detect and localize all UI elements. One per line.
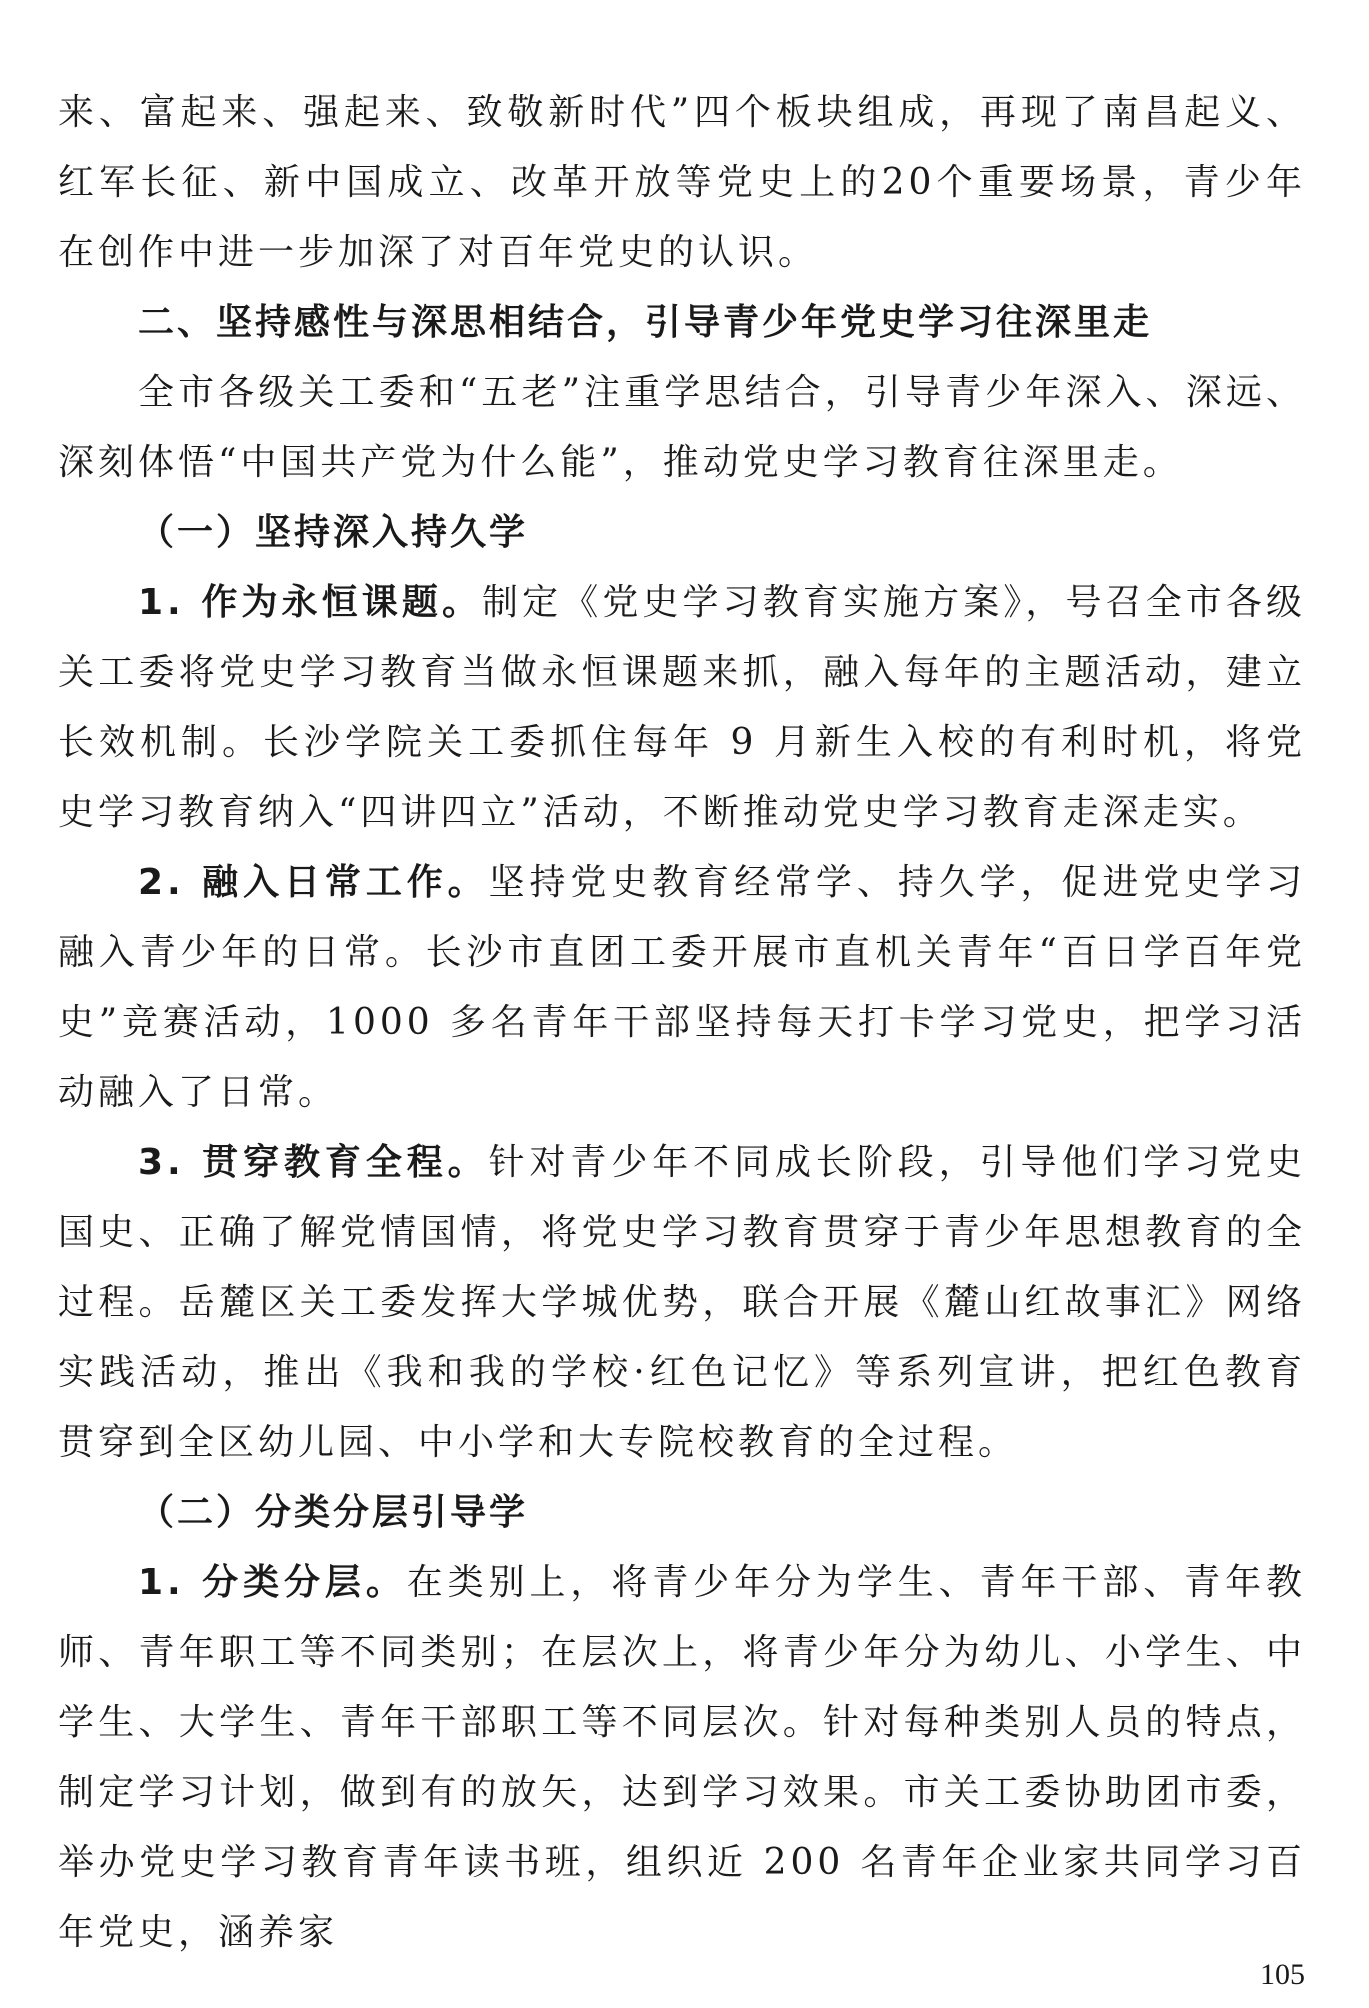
item-paragraph-3 xyxy=(58,1128,1306,1478)
item-body-2: 坚持党史教育经常学、持久学，促进党史学习融入青少年的日常。长沙市直团工委开展市直机关青年“百日学百年党史”竞赛活动，1000 多名青年干部坚持每天打卡学习党史，把学习活动融入了日常。 xyxy=(58,862,1306,1113)
item-body-1: 制定《党史学习教育实施方案》，号召全市各级关工委将党史学习教育当做永恒课题来抓，融入每年的主题活动，建立长效机制。长沙学院关工委抓住每年 9 月新生入校的有利时机，将党史学习教育纳入“四讲四立”活动，不断推动党史学习教育走深走实。 xyxy=(58,582,1306,833)
section-heading-2: 二、坚持感性与深思相结合，引导青少年党史学习往深里走 xyxy=(138,302,1153,343)
item-lead-2: 2. 融入日常工作。 xyxy=(138,862,489,903)
item-lead-4: 1. 分类分层。 xyxy=(138,1562,407,1603)
item-body-4: 在类别上，将青少年分为学生、青年干部、青年教师、青年职工等不同类别；在层次上，将青少年分为幼儿、小学生、中学生、大学生、青年干部职工等不同层次。针对每种类别人员的特点，制定学习计划，做到有的放矢，达到学习效果。市关工委协助团市委，举办党史学习教育青年读书班，组织近 200 名青年企业家共同学习百年党史，涵养家 xyxy=(58,1562,1306,1953)
subsection-heading-1: （一）坚持深入持久学 xyxy=(138,512,529,553)
item-body-3: 针对青少年不同成长阶段，引导他们学习党史国史、正确了解党情国情，将党史学习教育贯穿于青少年思想教育的全过程。岳麓区关工委发挥大学城优势，联合开展《麓山红故事汇》网络实践活动，推出《我和我的学校·红色记忆》等系列宣讲，把红色教育贯穿到全区幼儿园、中小学和大专院校教育的全过程。 xyxy=(58,1142,1306,1463)
item-lead-1: 1. 作为永恒课题。 xyxy=(138,582,483,623)
document-page xyxy=(58,78,1306,1968)
item-paragraph-2 xyxy=(58,848,1306,1128)
subsection-heading-2: （二）分类分层引导学 xyxy=(138,1492,529,1533)
paragraph-continued: 来、富起来、强起来、致敬新时代”四个板块组成，再现了南昌起义、红军长征、新中国成立、改革开放等党史上的20个重要场景，青少年在创作中进一步加深了对百年党史的认识。 xyxy=(58,92,1306,273)
item-paragraph-1 xyxy=(58,568,1306,848)
item-paragraph-4 xyxy=(58,1548,1306,1968)
item-lead-3: 3. 贯穿教育全程。 xyxy=(138,1142,489,1183)
page-number: 105 xyxy=(1260,1958,1305,1991)
paragraph-intro: 全市各级关工委和“五老”注重学思结合，引导青少年深入、深远、深刻体悟“中国共产党为什么能”，推动党史学习教育往深里走。 xyxy=(58,372,1306,483)
